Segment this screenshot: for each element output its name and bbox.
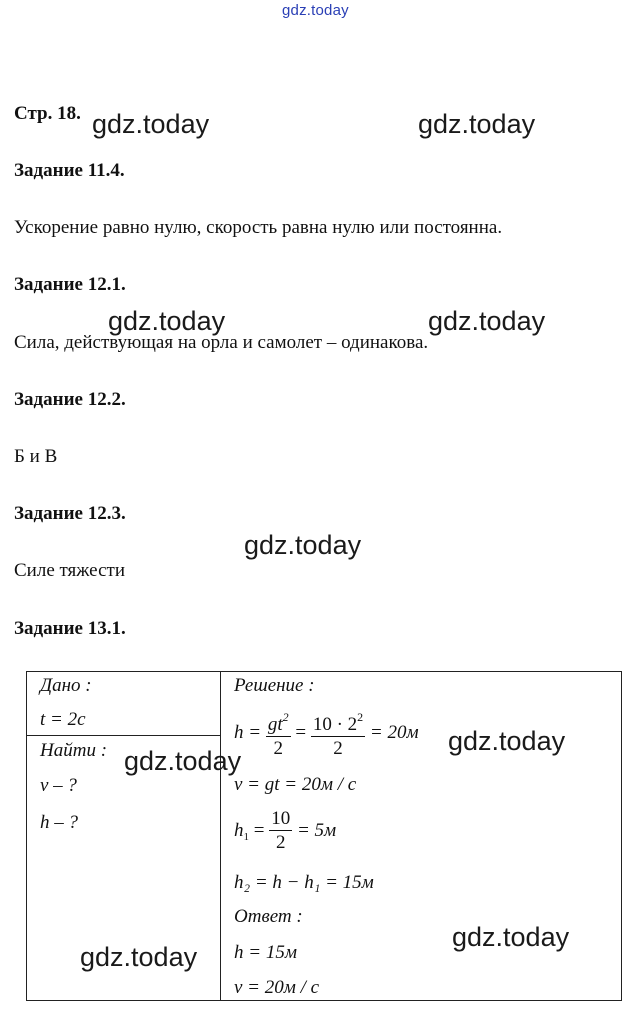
task-title: Задание 12.2. bbox=[14, 389, 126, 410]
given-value: t = 2c bbox=[40, 709, 86, 730]
formula-h-lhs: h = bbox=[234, 721, 262, 743]
formula-h2: h₂ = h − h₁ = 15м bbox=[234, 872, 374, 893]
site-logo[interactable]: gdz.today bbox=[282, 2, 349, 19]
task-title: Задание 12.1. bbox=[14, 274, 126, 295]
table-divider-vertical bbox=[220, 671, 221, 1001]
task-title: Задание 13.1. bbox=[14, 618, 126, 639]
given-label: Дано : bbox=[40, 675, 92, 696]
task-answer: Сила, действующая на орла и самолет – одинакова. bbox=[14, 332, 429, 353]
find-item: h – ? bbox=[40, 812, 78, 833]
task-answer: Силе тяжести bbox=[14, 560, 125, 581]
formula-v: v = gt = 20м / c bbox=[234, 774, 357, 795]
find-item: v – ? bbox=[40, 775, 77, 796]
solution-label: Решение : bbox=[234, 675, 315, 696]
fraction: $\frac{10}{2}$ bbox=[271, 808, 291, 853]
watermark: gdz.today bbox=[124, 746, 242, 776]
answer-v: v = 20м / c bbox=[234, 977, 320, 998]
watermark: gdz.today bbox=[244, 530, 362, 560]
watermark: gdz.today bbox=[448, 726, 566, 756]
find-label: Найти : bbox=[40, 740, 108, 761]
watermark: gdz.today bbox=[108, 306, 226, 336]
fraction: $\frac{gt^2}{2}$ bbox=[266, 706, 291, 761]
task-answer: Ускорение равно нулю, скорость равна нулю или постоянна. bbox=[14, 217, 503, 238]
table-divider-horizontal bbox=[26, 735, 221, 736]
task-title: Задание 12.3. bbox=[14, 503, 126, 524]
watermark: gdz.today bbox=[418, 109, 536, 139]
watermark: gdz.today bbox=[92, 109, 210, 139]
task-answer: Б и В bbox=[14, 446, 58, 467]
watermark: gdz.today bbox=[80, 942, 198, 972]
fraction: $\frac{10 \cdot 2^2}{2}$ bbox=[311, 706, 365, 761]
formula-h-result: = 20м bbox=[369, 721, 419, 743]
watermark: gdz.today bbox=[428, 306, 546, 336]
task-title: Задание 11.4. bbox=[14, 160, 125, 181]
page-label: Стр. 18. bbox=[14, 103, 81, 124]
answer-label: Ответ : bbox=[234, 906, 303, 927]
formula-h1: $h_1$ = $\frac{10}{2}$ = 5м bbox=[234, 808, 337, 853]
watermark: gdz.today bbox=[452, 922, 570, 952]
answer-h: h = 15м bbox=[234, 942, 297, 963]
formula-h: h = $\frac{gt^2}{2}$ = $\frac{10 \cdot 2^2}{2}$ = 20м bbox=[234, 706, 419, 761]
